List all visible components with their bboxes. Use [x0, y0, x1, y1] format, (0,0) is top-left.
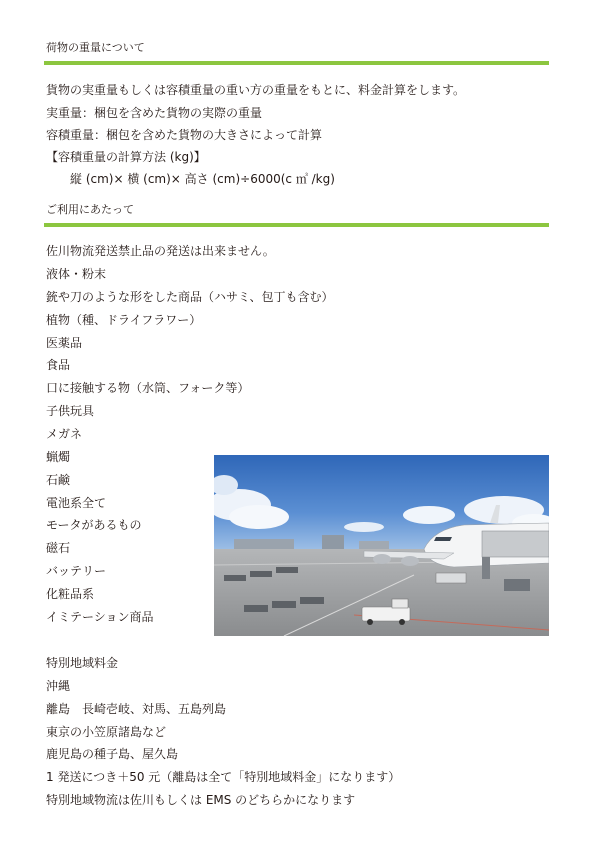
weight-intro: 貨物の実重量もしくは容積重量の重い方の重量をもとに、料金計算をします。	[46, 83, 466, 97]
prohibited-item: 磁石	[46, 541, 71, 555]
special-area-line: 離島 長崎壱岐、対馬、五島列島	[46, 702, 227, 716]
volume-weight-definition: 容積重量：梱包を含めた貨物の大きさによって計算	[46, 128, 323, 142]
special-area-title: 特別地域料金	[46, 656, 119, 670]
prohibited-item: 電池系全て	[46, 496, 107, 510]
prohibited-item: 植物（種、ドライフラワー）	[46, 313, 202, 327]
prohibited-intro: 佐川物流発送禁止品の発送は出来ません。	[46, 244, 275, 258]
prohibited-item: 石鹸	[46, 473, 71, 487]
weight-section-title: 荷物の重量について	[46, 41, 145, 54]
special-area-line: 特別地域物流は佐川もしくは EMS のどちらかになります	[46, 793, 356, 807]
special-area-line: 鹿児島の種子島、屋久島	[46, 747, 179, 761]
prohibited-item: 液体・粉末	[46, 267, 107, 281]
usage-section-title: ご利用にあたって	[46, 203, 134, 216]
prohibited-item: メガネ	[46, 427, 83, 441]
airport-photo	[214, 455, 549, 636]
prohibited-item: 蝋燭	[46, 450, 71, 464]
actual-weight-definition: 実重量：梱包を含めた貨物の実際の重量	[46, 106, 263, 120]
prohibited-item: 子供玩具	[46, 404, 95, 418]
airport-illustration	[214, 455, 549, 636]
section-divider	[44, 223, 549, 227]
prohibited-item: バッテリー	[46, 564, 107, 578]
prohibited-item: 化粧品系	[46, 587, 95, 601]
volume-formula: 縦 (cm)× 横 (cm)× 高さ (cm)÷6000(c ㎥ /kg)	[70, 172, 335, 186]
prohibited-item: イミテーション商品	[46, 610, 154, 624]
prohibited-item: 医薬品	[46, 336, 83, 350]
prohibited-item: 銃や刀のような形をした商品（ハサミ、包丁も含む）	[46, 290, 334, 304]
section-divider	[44, 61, 549, 65]
special-area-line: 沖縄	[46, 679, 71, 693]
method-heading: 【容積重量の計算方法 (kg)】	[46, 150, 206, 164]
special-area-line: 東京の小笠原諸島など	[46, 725, 167, 739]
prohibited-item: モータがあるもの	[46, 518, 142, 532]
prohibited-item: 口に接触する物（水筒、フォーク等）	[46, 381, 250, 395]
special-area-line: 1 発送につき＋50 元（離島は全て「特別地域料金」になります）	[46, 770, 401, 784]
prohibited-item: 食品	[46, 358, 71, 372]
